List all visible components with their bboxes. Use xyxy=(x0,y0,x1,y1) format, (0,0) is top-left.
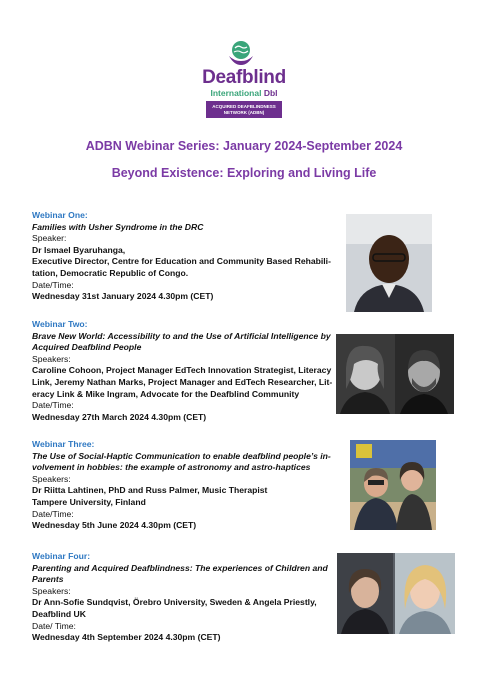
webinar-title-line: The Use of Social-Haptic Communication to enable deafblind people’s in- xyxy=(32,450,331,461)
webinar-title-line: Acquired Deafblind People xyxy=(32,342,142,353)
webinar-title-line: volvement in hobbies: the example of astronomy and astro-haptices xyxy=(32,462,311,473)
logo-network-band: ACQUIRED DEAFBLINDNESS NETWORK (ADBN) xyxy=(206,101,282,118)
webinar-title-line: Parenting and Acquired Deafblindness: The experiences of Children and xyxy=(32,562,328,573)
webinar-title-line: Parents xyxy=(32,574,64,585)
webinar-title-line: Brave New World: Accessibility to and the Use of Artificial Intelligence by xyxy=(32,330,331,341)
webinar-date: Wednesday 5th June 2024 4.30pm (CET) xyxy=(32,520,197,531)
webinar-three xyxy=(32,439,331,532)
speaker-line: Dr Ann-Sofie Sundqvist, Örebro University, Sweden & Angela Priestly, xyxy=(32,597,317,608)
webinar-heading: Webinar Two: xyxy=(32,319,88,329)
logo-subtitle xyxy=(0,88,488,98)
webinar-title: Families with Usher Syndrome in the DRC xyxy=(32,221,204,232)
date-label: Date/Time: xyxy=(32,279,74,290)
webinar-heading: Webinar One: xyxy=(32,210,88,220)
date-label: Date/ Time: xyxy=(32,620,76,631)
globe-hands-logo-icon xyxy=(226,38,256,68)
speaker-line: Dr Ismael Byaruhanga, xyxy=(32,244,126,255)
date-label: Date/Time: xyxy=(32,508,74,519)
webinar-two xyxy=(32,319,332,423)
speaker-line: Caroline Cohoon, Project Manager EdTech Innovation Strategist, Literacy xyxy=(32,365,332,376)
speaker-photo xyxy=(346,214,432,312)
webinar-heading: Webinar Four: xyxy=(32,551,91,561)
series-subtitle: Beyond Existence: Exploring and Living Life xyxy=(111,166,377,180)
webinar-heading: Webinar Three: xyxy=(32,439,95,449)
speakers-photo xyxy=(337,553,455,634)
speakers-photo xyxy=(350,440,436,530)
speaker-line: tation, Democratic Republic of Congo. xyxy=(32,267,189,278)
speaker-line: Deafblind UK xyxy=(32,608,86,619)
speaker-label: Speakers: xyxy=(32,473,71,484)
speaker-line: Link, Jeremy Nathan Marks, Project Manager and EdTech Researcher, Lit- xyxy=(32,376,333,387)
speaker-label: Speakers: xyxy=(32,585,71,596)
series-title: ADBN Webinar Series: January 2024-September 2024 xyxy=(85,139,403,153)
logo-sub-dbi: Dbl xyxy=(263,88,278,98)
speaker-line: Dr Riitta Lahtinen, PhD and Russ Palmer, Music Therapist xyxy=(32,485,268,496)
speaker-label: Speakers: xyxy=(32,353,71,364)
webinar-date: Wednesday 4th September 2024 4.30pm (CET) xyxy=(32,632,221,643)
speaker-line: Tampere University, Finland xyxy=(32,496,146,507)
webinar-one xyxy=(32,210,331,303)
logo-wordmark: Deafblind xyxy=(202,67,286,88)
speaker-label: Speaker: xyxy=(32,233,67,244)
speaker-line: Executive Director, Centre for Education and Community Based Rehabili- xyxy=(32,256,331,267)
webinar-four xyxy=(32,551,328,644)
webinar-date: Wednesday 31st January 2024 4.30pm (CET) xyxy=(32,291,214,302)
logo-sub-international: International xyxy=(210,88,262,98)
webinar-date: Wednesday 27th March 2024 4.30pm (CET) xyxy=(32,411,207,422)
speaker-line: eracy Link & Mike Ingram, Advocate for the Deafblind Community xyxy=(32,388,300,399)
speakers-photo xyxy=(336,334,454,414)
date-label: Date/Time: xyxy=(32,400,74,411)
